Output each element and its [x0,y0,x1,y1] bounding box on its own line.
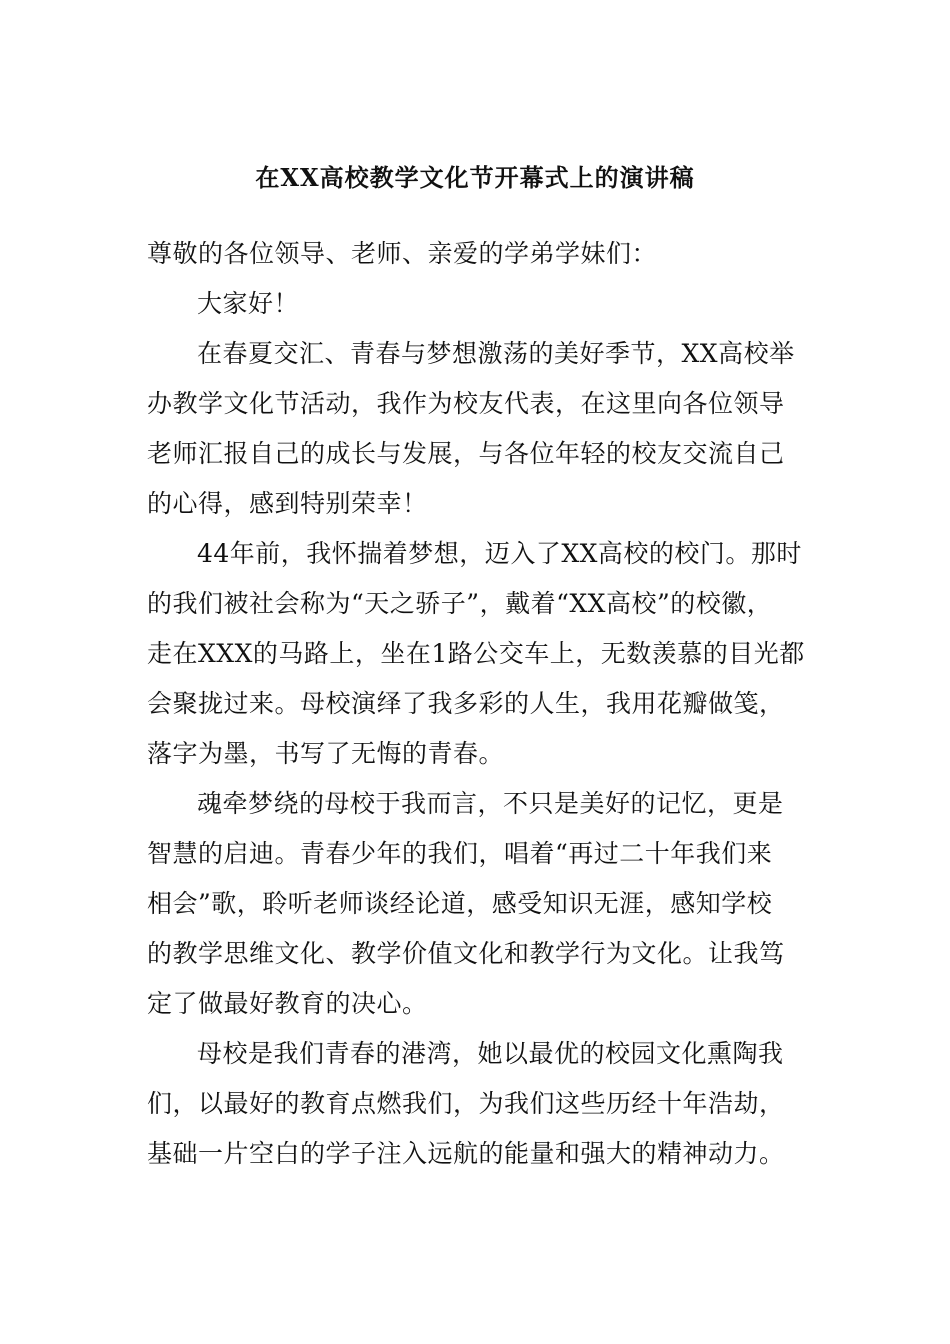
paragraph-3-line-2: 智慧的启迪。青春少年的我们，唱着“再过二十年我们来 [147,839,773,868]
paragraph-1-line-4: 的心得，感到特别荣幸！ [147,489,428,518]
paragraph-4-line-3: 基础一片空白的学子注入远航的能量和强大的精神动力。 [147,1139,785,1168]
paragraph-3-line-4: 的教学思维文化、教学价值文化和教学行为文化。让我笃 [147,939,785,968]
paragraph-2-line-5: 落字为墨，书写了无悔的青春。 [147,739,505,768]
paragraph-1-line-3: 老师汇报自己的成长与发展，与各位年轻的校友交流自己 [147,439,785,468]
greeting-line: 大家好！ [197,289,300,318]
paragraph-2-line-2: 的我们被社会称为“天之骄子”，戴着“XX高校”的校徽， [147,589,773,618]
document-title: 在XX高校教学文化节开幕式上的演讲稿 [255,163,695,192]
paragraph-3-line-1: 魂牵梦绕的母校于我而言，不只是美好的记忆，更是 [197,789,784,818]
paragraph-2-line-3: 走在XXX的马路上，坐在1路公交车上，无数羡慕的目光都 [147,639,805,668]
paragraph-4-line-2: 们，以最好的教育点燃我们，为我们这些历经十年浩劫， [147,1089,785,1118]
paragraph-3-line-5: 定了做最好教育的决心。 [147,989,428,1018]
paragraph-3-line-3: 相会”歌，聆听老师谈经论道，感受知识无涯，感知学校 [147,889,773,918]
paragraph-2-line-1: 44年前，我怀揣着梦想，迈入了XX高校的校门。那时 [197,539,802,568]
paragraph-4-line-1: 母校是我们青春的港湾，她以最优的校园文化熏陶我 [197,1039,784,1068]
paragraph-1-line-2: 办教学文化节活动，我作为校友代表，在这里向各位领导 [147,389,785,418]
salutation-line: 尊敬的各位领导、老师、亲爱的学弟学妹们： [147,239,658,268]
paragraph-1-line-1: 在春夏交汇、青春与梦想激荡的美好季节，XX高校举 [197,339,795,368]
paragraph-2-line-4: 会聚拢过来。母校演绎了我多彩的人生，我用花瓣做笺， [147,689,785,718]
